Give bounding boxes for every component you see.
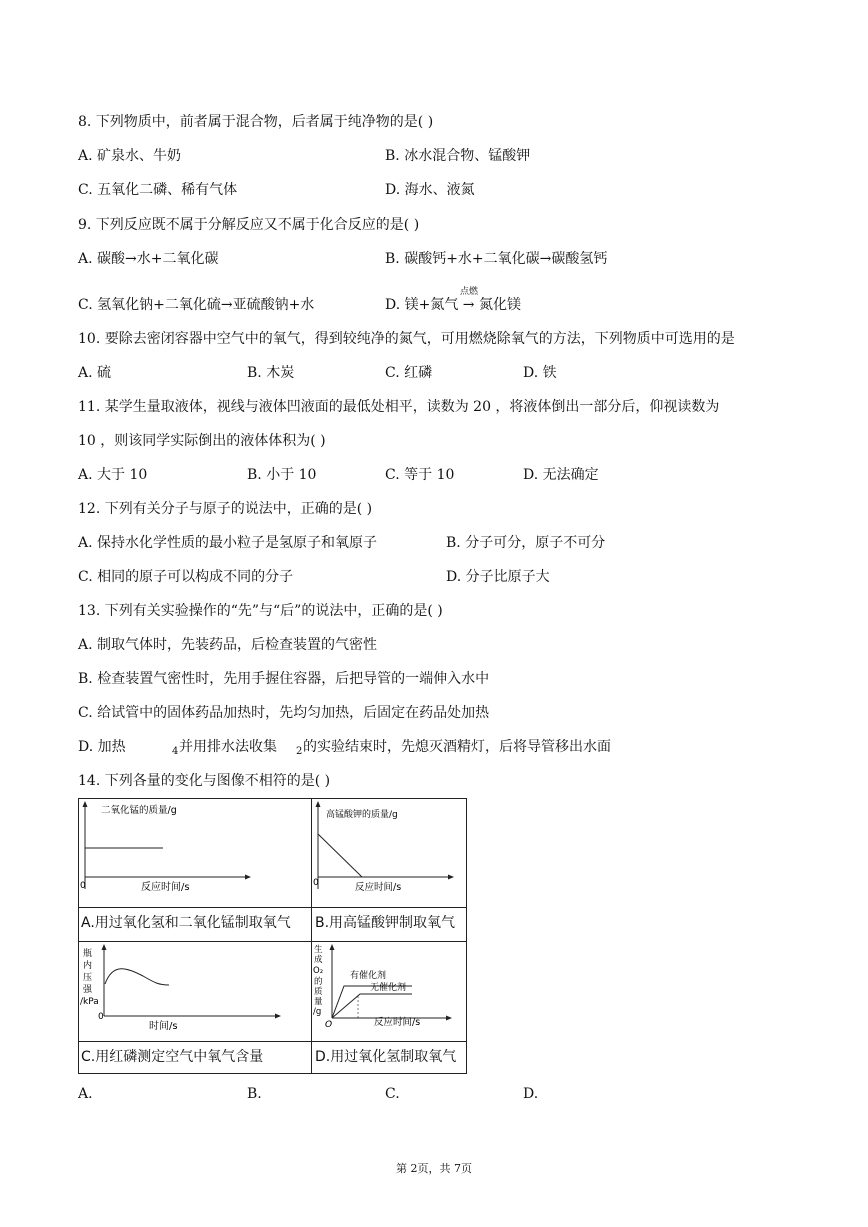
graph-a-ylabel: 二氧化锰的质量/g: [101, 805, 177, 816]
q10-option-b: B. 木炭: [247, 365, 295, 381]
q13-option-b: B. 检查装置气密性时，先用手握住容器，后把导管的一端伸入水中: [78, 671, 490, 687]
q14-option-b: B.: [247, 1086, 262, 1102]
graph-d: [312, 942, 467, 1041]
q10-stem: 10. 要除去密闭容器中空气中的氧气，得到较纯净的氮气，可用燃烧除氧气的方法，下列物质中可选用的是: [78, 331, 735, 347]
q8-stem: 8. 下列物质中，前者属于混合物，后者属于纯净物的是( ): [78, 114, 434, 130]
q12-option-a: A. 保持水化学性质的最小粒子是氢原子和氧原子: [78, 535, 378, 551]
q11-stem-line2: 10 ，则该同学实际倒出的液体体积为( ): [78, 433, 326, 449]
q10-option-c: C. 红磷: [385, 365, 433, 381]
graph-c: [79, 942, 311, 1041]
graph-c-ylabel-line: 瓶: [83, 949, 93, 959]
q12-option-d: D. 分子比原子大: [446, 569, 550, 585]
graph-c-origin: 0: [98, 1012, 104, 1022]
q11-option-a: A. 大于 10: [78, 467, 148, 483]
graph-d-ylabel-line: 量: [314, 997, 323, 1007]
graph-c-ylabel-line: /kPa: [80, 997, 99, 1007]
q14-option-d: D.: [523, 1086, 539, 1102]
page-footer: 第 2页，共 7页: [396, 1162, 472, 1175]
graph-d-ylabel-line: 生: [314, 945, 323, 955]
q8-option-d: D. 海水、液氮: [385, 182, 475, 198]
q10-option-a: A. 硫: [78, 365, 112, 381]
graph-a: [79, 799, 311, 907]
graph-c-ylabel-line: 内: [83, 961, 93, 971]
q9-option-c: C. 氢氧化钠+二氧化硫→亚硫酸钠+水: [78, 297, 315, 313]
graph-d-ylabel-line: /g: [313, 1007, 322, 1017]
graph-d-ylabel: [313, 944, 326, 1017]
graph-b-origin: 0: [313, 878, 319, 888]
graph-c-ylabel: [80, 947, 99, 1007]
graph-d-origin: O: [325, 1020, 333, 1030]
q9-option-a: A. 碳酸→水+二氧化碳: [78, 251, 219, 267]
graph-c-xlabel: 时间/s: [149, 1021, 178, 1032]
graph-a-origin: 0: [80, 881, 86, 891]
q13-option-d-subscript2: 2: [296, 746, 303, 757]
q11-option-d: D. 无法确定: [523, 467, 599, 483]
q14-option-c: C.: [385, 1086, 400, 1102]
q12-option-b: B. 分子可分，原子不可分: [446, 535, 606, 551]
graph-d-legend-catalyst: 有催化剂: [350, 971, 387, 981]
graph-d-ylabel-line: 成: [314, 955, 323, 965]
graph-a-xlabel: 反应时间/s: [141, 882, 190, 893]
graph-a-caption: A.用过氧化氢和二氧化锰制取氧气: [81, 915, 291, 931]
q13-option-d-part2: 并用排水法收集: [179, 739, 277, 755]
graph-d-caption: D.用过氧化氢制取氧气: [315, 1049, 457, 1065]
graph-d-xlabel: 反应时间/s: [374, 1017, 421, 1028]
q9-option-d: D. 镁+氮气 → 氮化镁: [385, 297, 521, 313]
q8-option-a: A. 矿泉水、牛奶: [78, 148, 182, 164]
q8-option-c: C. 五氧化二磷、稀有气体: [78, 182, 238, 198]
q14-option-a: A.: [78, 1086, 93, 1102]
q13-stem: 13. 下列有关实验操作的“先”与“后”的说法中，正确的是( ): [78, 603, 443, 619]
q13-option-d-part1: D. 加热: [78, 739, 126, 755]
graph-d-ylabel-line: O₂: [313, 966, 324, 976]
q9-stem: 9. 下列反应既不属于分解反应又不属于化合反应的是( ): [78, 217, 420, 233]
graph-d-legend-no-catalyst: 无催化剂: [370, 983, 407, 993]
graph-b-ylabel: 高锰酸钾的质量/g: [326, 810, 398, 820]
graph-c-ylabel-line: 压: [83, 973, 93, 983]
q14-stem: 14. 下列各量的变化与图像不相符的是( ): [78, 773, 331, 789]
q12-option-c: C. 相同的原子可以构成不同的分子: [78, 569, 294, 585]
graph-d-ylabel-line: 的: [314, 977, 323, 987]
q14-graph-table: [78, 798, 467, 1074]
q13-option-a: A. 制取气体时，先装药品，后检查装置的气密性: [78, 637, 378, 653]
q11-option-b: B. 小于 10: [247, 467, 317, 483]
q13-option-d-subscript1: 4: [172, 746, 179, 757]
graph-b-caption: B.用高锰酸钾制取氧气: [315, 915, 456, 931]
graph-b-xlabel: 反应时间/s: [355, 882, 402, 893]
graph-c-ylabel-line: 强: [83, 985, 93, 995]
graph-b: [312, 799, 467, 907]
graph-c-caption: C.用红磷测定空气中氧气含量: [81, 1049, 264, 1065]
q12-stem: 12. 下列有关分子与原子的说法中，正确的是( ): [78, 501, 373, 517]
q9-reaction-condition: 点燃: [460, 287, 479, 297]
q11-option-c: C. 等于 10: [385, 467, 455, 483]
q8-option-b: B. 冰水混合物、锰酸钾: [385, 148, 531, 164]
q11-stem-line1: 11. 某学生量取液体，视线与液体凹液面的最低处相平，读数为 20 ，将液体倒出一部分后，仰视读数为: [78, 399, 720, 415]
q10-option-d: D. 铁: [523, 365, 557, 381]
q9-option-b: B. 碳酸钙+水+二氧化碳→碳酸氢钙: [385, 251, 608, 267]
q13-option-d-part3: 的实验结束时，先熄灭酒精灯，后将导管移出水面: [303, 739, 611, 755]
graph-d-ylabel-line: 质: [314, 987, 323, 997]
q13-option-c: C. 给试管中的固体药品加热时，先均匀加热，后固定在药品处加热: [78, 705, 490, 721]
table-divider: [79, 1041, 466, 1042]
table-divider: [79, 907, 466, 908]
